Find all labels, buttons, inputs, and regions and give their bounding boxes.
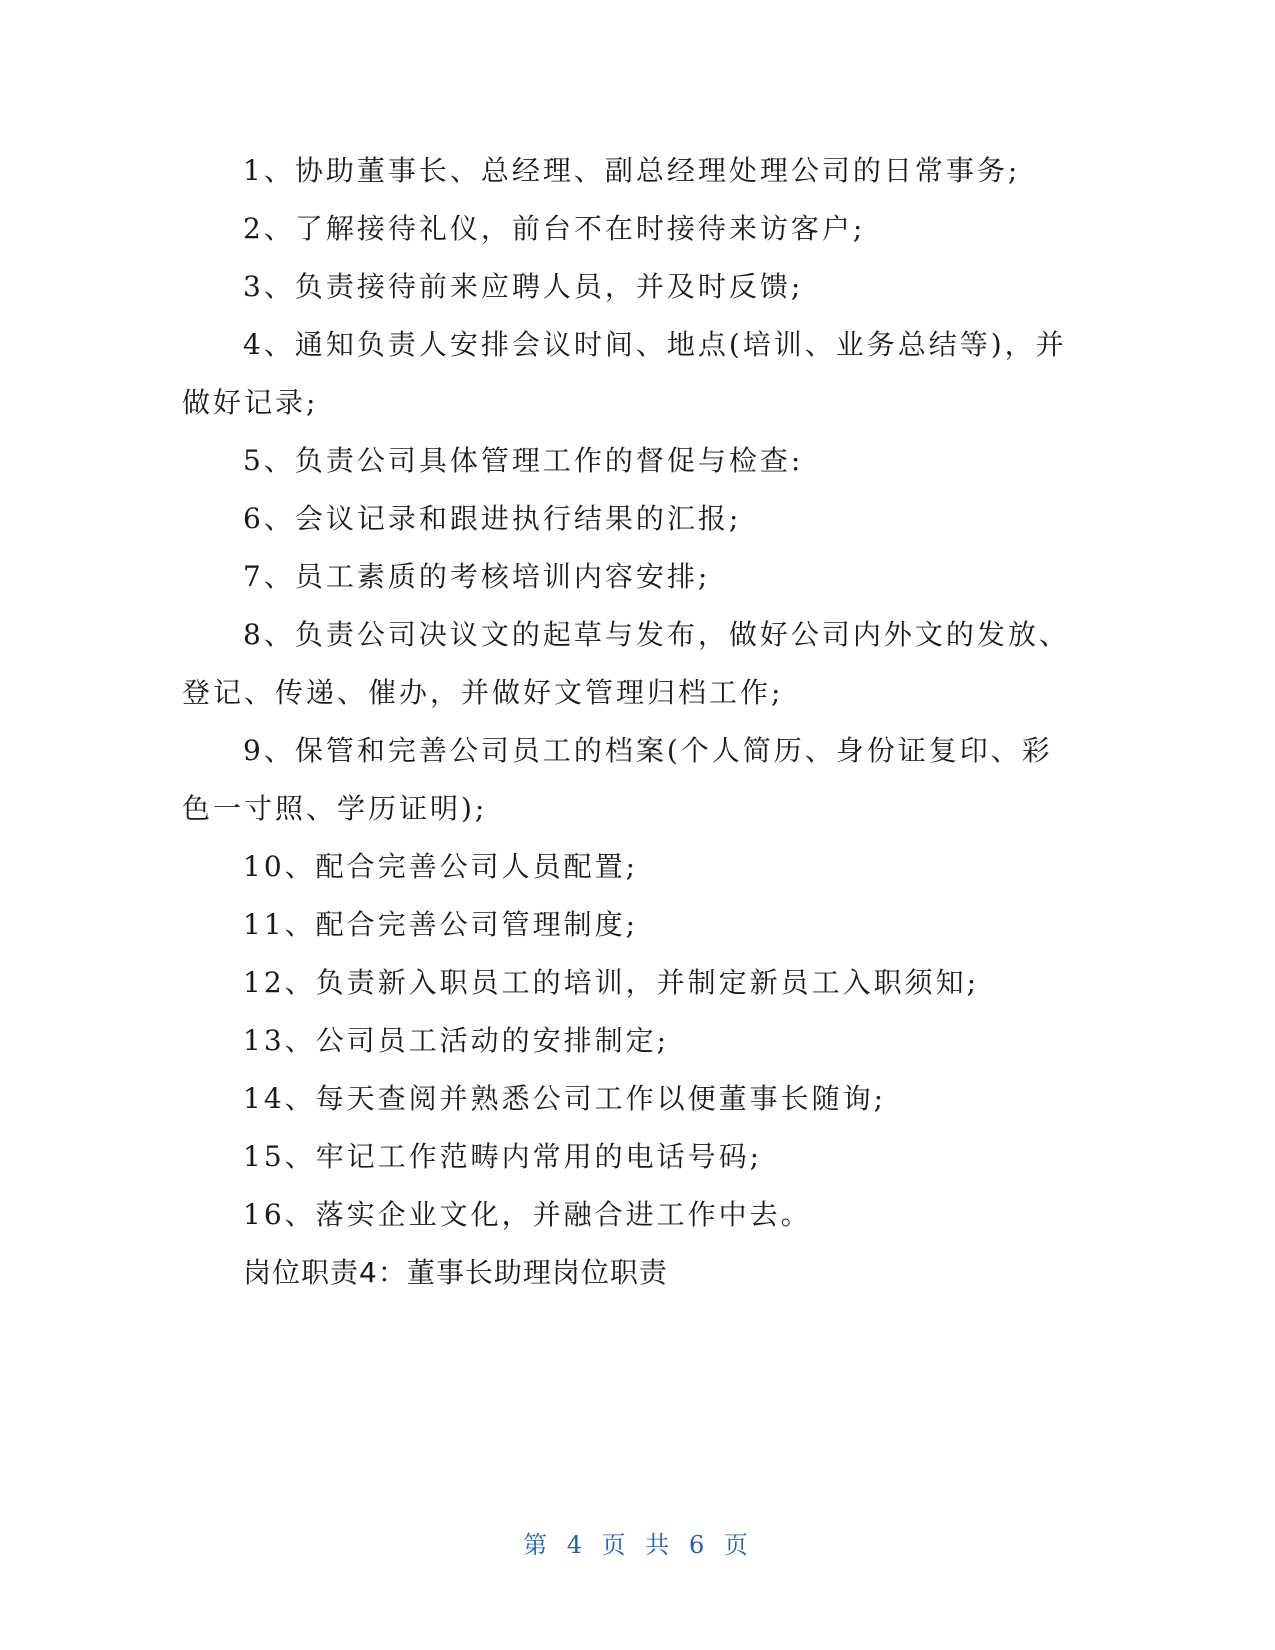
list-item-15: 15、牢记工作范畴内常用的电话号码; — [243, 1140, 763, 1173]
list-item-10: 10、配合完善公司人员配置; — [243, 850, 639, 883]
list-item-5: 5、负责公司具体管理工作的督促与检查: — [243, 444, 804, 477]
page-number-footer: 第 4 页 共 6 页 — [523, 1531, 752, 1559]
document-body — [182, 142, 1082, 1302]
list-item-8: 8、负责公司决议文的起草与发布，做好公司内外文的发放、登记、传递、催办，并做好文管理归档工作; — [182, 618, 1070, 709]
list-item-2: 2、了解接待礼仪，前台不在时接待来访客户; — [243, 212, 866, 245]
list-item-14: 14、每天查阅并熟悉公司工作以便董事长随询; — [243, 1082, 887, 1115]
list-item-6: 6、会议记录和跟进执行结果的汇报; — [243, 502, 742, 535]
list-item-4: 4、通知负责人安排会议时间、地点(培训、业务总结等)，并做好记录; — [182, 328, 1067, 419]
list-item-16: 16、落实企业文化，并融合进工作中去。 — [243, 1198, 812, 1231]
list-item-7: 7、员工素质的考核培训内容安排; — [243, 560, 711, 593]
list-item-9: 9、保管和完善公司员工的档案(个人简历、身份证复印、彩色一寸照、学历证明); — [182, 734, 1053, 825]
list-item-11: 11、配合完善公司管理制度; — [243, 908, 639, 941]
section-heading: 岗位职责4：董事长助理岗位职责 — [243, 1256, 668, 1289]
list-item-12: 12、负责新入职员工的培训，并制定新员工入职须知; — [243, 966, 980, 999]
list-item-1: 1、协助董事长、总经理、副总经理处理公司的日常事务; — [243, 154, 1021, 187]
list-item-3: 3、负责接待前来应聘人员，并及时反馈; — [243, 270, 804, 303]
list-item-13: 13、公司员工活动的安排制定; — [243, 1024, 670, 1057]
